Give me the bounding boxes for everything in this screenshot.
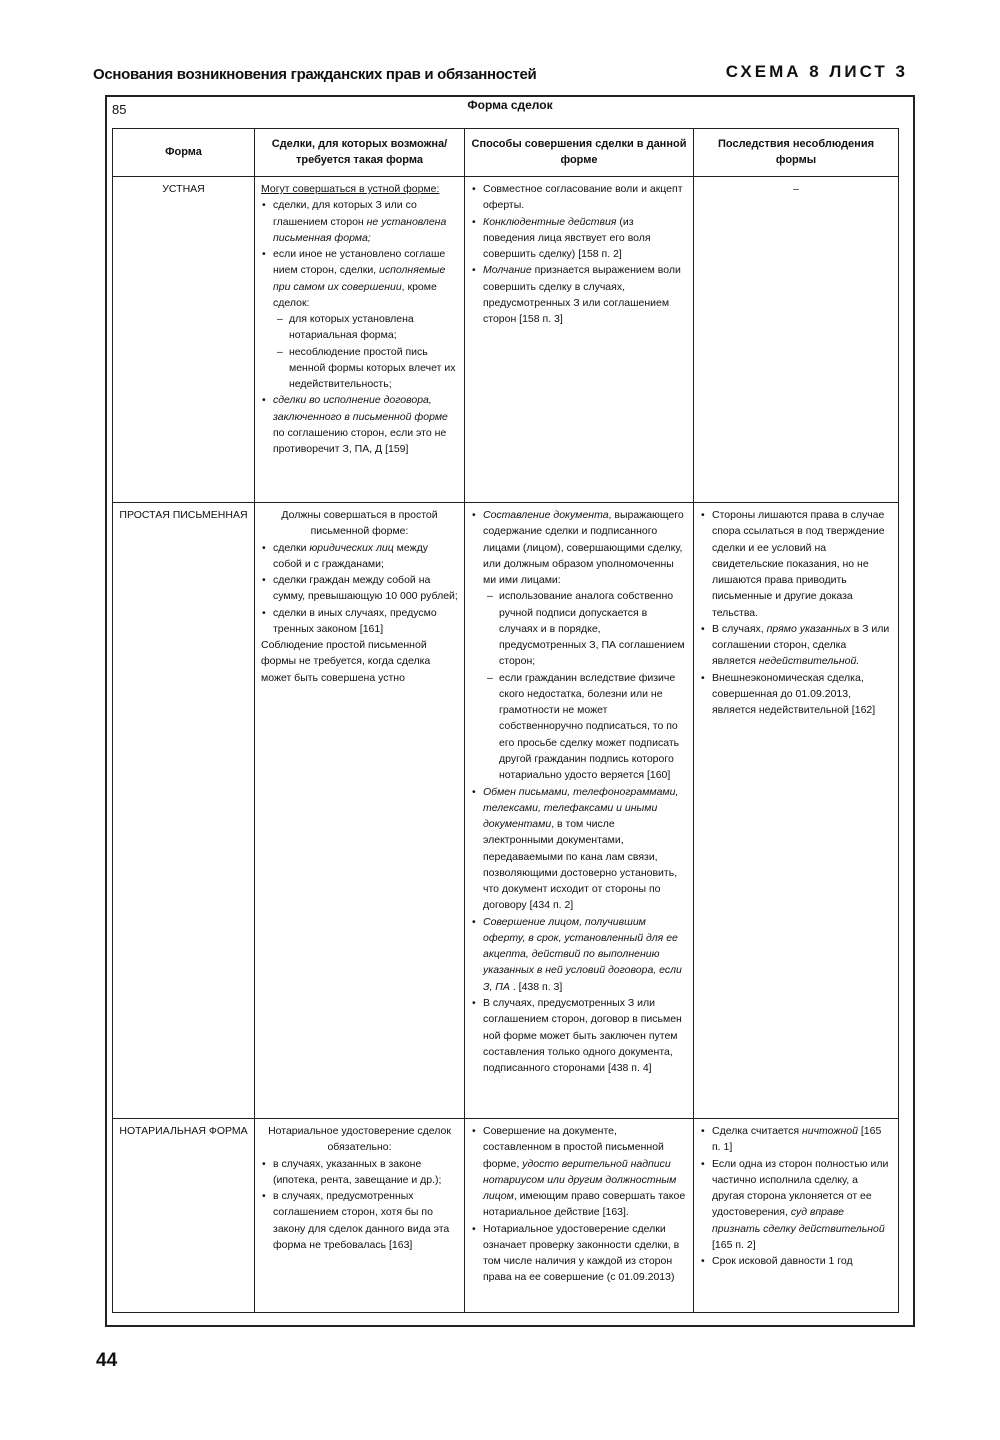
list-item <box>483 914 687 995</box>
text: , кроме сделок: <box>273 280 437 309</box>
list-item: • Внешнеэкономическая сделка, совершенная до 01.09.2013, является недействительной [162] <box>712 670 892 719</box>
text: , имеющим право совершать такое нотариальное действие [163]. <box>483 1190 686 1219</box>
text: сделки, для которых З или со глашением сторон <box>273 199 417 228</box>
list-item <box>273 392 458 457</box>
oral-methods-list <box>471 181 687 327</box>
text: [165 п. 1] <box>712 1125 882 1154</box>
notarial-methods-list <box>471 1123 687 1286</box>
list-item <box>483 784 687 914</box>
col-header-deals: Сделки, для которых возможна/ требуется такая форма <box>255 129 465 177</box>
simple-deals-note: Соблюдение простой письменной формы не требуется, когда сделка может быть совершена устно <box>261 639 431 684</box>
list-item <box>273 197 458 246</box>
list-item <box>483 214 687 263</box>
list-item <box>712 1156 892 1254</box>
document-title: Основания возникновения гражданских прав и обязанностей <box>93 66 537 83</box>
text: Если одна из сторон полностью или частично исполнила сделку, а другая сторона уклоняется от ее удостоверения, <box>712 1157 889 1219</box>
list-item: • Совместное согласование воли и акцепт оферты. <box>483 181 687 214</box>
form-oral: УСТНАЯ <box>113 177 255 503</box>
text: Сделка считается <box>712 1125 802 1137</box>
text-italic: Составление документа <box>483 509 609 521</box>
text: (из поведения лица явствует его воля совершить сделку) [158 п. 2] <box>483 215 651 261</box>
list-item <box>712 621 892 670</box>
simple-methods-cell <box>465 503 694 1119</box>
text: если иное не установлено соглаше нием сторон, сделки, <box>273 248 446 277</box>
list-item <box>273 540 458 573</box>
text: признается выражением воли совершить сделку в случаях, предусмотренных З или соглашением сторон [158 п. 3] <box>483 264 681 326</box>
notarial-methods-cell <box>465 1119 694 1313</box>
dash-item: – использование аналога собственно ручной подписи допускается в случаях и в порядке, предусмотренных З, ПА соглашением сторон; <box>483 588 687 669</box>
text-italic: суд вправе признать сделку действительной <box>712 1206 885 1235</box>
text: по соглашению сторон, если это не противоречит З, ПА, Д [159] <box>273 426 447 456</box>
sheet-title: Форма сделок <box>467 98 553 112</box>
text: в З или соглашении сторон, сделка является <box>712 622 890 668</box>
col-header-methods: Способы совершения сделки в данной форме <box>465 129 694 177</box>
page-number: 44 <box>96 1350 118 1371</box>
simple-consequences-cell <box>694 503 899 1119</box>
text-italic: ничтожной <box>801 1125 858 1137</box>
form-notarial: НОТАРИАЛЬНАЯ ФОРМА <box>113 1119 255 1313</box>
col-header-form: Форма <box>113 129 255 177</box>
table-row-notarial <box>113 1119 899 1313</box>
text: В случаях, <box>712 622 767 635</box>
text: , в том числе электронными документами, передаваемыми по кана лам связи, позволяющими достоверно установить, что документ исходит от стороны по договору [434 п. 2] <box>483 818 678 912</box>
text: . [438 п. 3] <box>509 980 563 993</box>
simple-consequences-list <box>700 507 892 718</box>
table-row-oral <box>113 177 899 503</box>
text-italic: юридических лиц <box>309 541 394 554</box>
list-item <box>483 262 687 327</box>
text-italic: прямо указанных <box>766 622 851 635</box>
oral-consequences-cell: – <box>694 177 899 503</box>
text-italic: исполняемые при самом их совершении <box>273 264 446 293</box>
scheme-label: СХЕМА 8 ЛИСТ 3 <box>725 62 908 81</box>
notarial-deals-cell <box>255 1119 465 1313</box>
list-item: • сделки в иных случаях, предусмо тренных законом [161] <box>273 605 458 638</box>
oral-deals-cell <box>255 177 465 503</box>
dash-item: – несоблюдение простой пись менной формы которых влечет их недействительность; <box>273 344 458 393</box>
oral-deals-list <box>261 197 458 457</box>
text-italic: Совершение лицом, получившим оферту, в срок, установленный для ее акцепта, действий по выполнению указанных в ней условий договора, если З, ПА <box>483 915 682 993</box>
text-italic: удосто верительной надписи нотариусом или другим должностным лицом <box>483 1157 677 1203</box>
dash-item: – если гражданин вследствие физиче ского недостатка, болезни или не грамотности не может собственноручно подписаться, то по его просьбе сделку может подписать другой гражданин подпись которого нотариально удосто веряется [160] <box>483 670 687 784</box>
list-item <box>483 507 687 784</box>
list-item: • Срок исковой давности 1 год <box>712 1253 892 1269</box>
list-item: • В случаях, предусмотренных З или соглашением сторон, договор в письмен ной форме может быть заключен путем составления только одного документа, подписанного сторонами [438 п. 4] <box>483 995 687 1076</box>
list-item: • в случаях, предусмотренных соглашением сторон, хотя бы по закону для сделок данного вида эта форма не требовалась [163] <box>273 1188 458 1253</box>
list-item: • Стороны лишаются права в случае спора ссылаться в под тверждение сделки и ее условий на свидетельские показания, но не лишаются права приводить письменные и другие доказа тельства. <box>712 507 892 621</box>
notarial-consequences-list <box>700 1123 892 1269</box>
text-italic: Конклюдентные действия <box>483 215 617 228</box>
oral-deals-intro: Могут совершаться в устной форме: <box>261 183 440 195</box>
list-item: • Нотариальное удостоверение сделки означает проверку законности сделки, в том числе наличия у каждой из сторон права на ее совершение (с 01.09.2013) <box>483 1221 687 1286</box>
simple-methods-list <box>471 507 687 1076</box>
simple-deals-intro: Должны совершаться в простой письменной форме: <box>281 509 438 538</box>
text-italic: Молчание <box>483 264 532 277</box>
table-row-simple-written <box>113 503 899 1119</box>
text: Совершение на документе, составленном в простой письменной форме, <box>483 1125 664 1170</box>
list-item <box>273 246 458 392</box>
notarial-deals-intro: Нотариальное удостоверение сделок обязательно: <box>268 1125 451 1154</box>
form-simple-written: ПРОСТАЯ ПИСЬМЕННАЯ <box>113 503 255 1119</box>
oral-methods-cell <box>465 177 694 503</box>
dash-item: – для которых установлена нотариальная форма; <box>273 311 458 344</box>
text: , выражающего содержание сделки и подписанного лицами (лицом), совершающими сделку, или должным образом уполномоченны ми ими лицами: <box>483 509 684 587</box>
text: между собой и с гражданами; <box>273 541 428 570</box>
text-italic: сделки во исполнение договора, заключенного в письменной форме <box>273 394 448 423</box>
list-item: • сделки граждан между собой на сумму, превышающую 10 000 рублей; <box>273 572 458 605</box>
forms-table <box>112 128 899 1313</box>
notarial-deals-list <box>261 1156 458 1254</box>
list-item <box>483 1123 687 1221</box>
text-italic: не установлена письменная форма; <box>273 215 447 244</box>
text-italic: Обмен письмами, телефонограммами, телексами, телефаксами и иными документами <box>483 785 679 831</box>
notarial-consequences-cell <box>694 1119 899 1313</box>
list-item: • в случаях, указанных в законе (ипотека, рента, завещание и др.); <box>273 1156 458 1189</box>
text: [165 п. 2] <box>712 1238 756 1251</box>
table-header-row <box>113 129 899 177</box>
simple-deals-cell <box>255 503 465 1119</box>
simple-deals-list <box>261 540 458 638</box>
text: сделки <box>273 541 310 554</box>
sheet-number: 85 <box>112 102 127 117</box>
list-item <box>712 1123 892 1156</box>
col-header-consequences: Последствия несоблюдения формы <box>694 129 899 177</box>
text-italic: недействительной. <box>758 655 860 668</box>
